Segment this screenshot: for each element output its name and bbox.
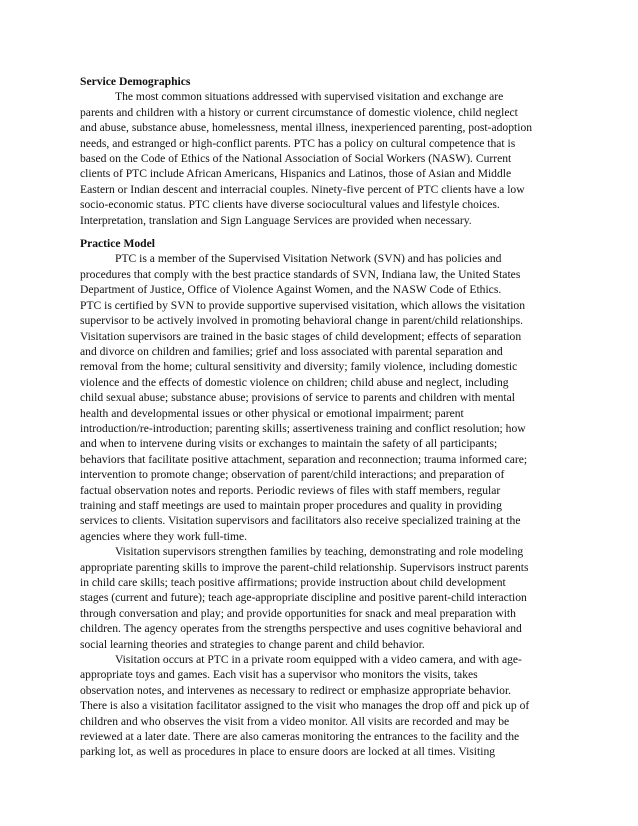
text-line: parking lot, as well as procedures in place to ensure doors are locked at all times. Visiting (80, 745, 496, 759)
text-line: There is also a visitation facilitator assigned to the visit who manages the drop off and pick up of (80, 699, 530, 713)
text-line: stages (current and future); teach age-appropriate discipline and positive parent-child interaction (80, 591, 527, 605)
text-line: PTC is certified by SVN to provide supportive supervised visitation, which allows the visitation (80, 298, 526, 312)
text-line: needs, and estranged or high-conflict parents. PTC has a policy on cultural competence that is (80, 136, 516, 150)
text-line: introduction/re-introduction; parenting skills; assertiveness training and conflict resolution; how (80, 421, 526, 435)
paragraph (80, 544, 570, 652)
paragraph (80, 652, 570, 760)
text-line: Visitation occurs at PTC in a private room equipped with a video camera, and with age- (115, 653, 522, 667)
text-line: children. The agency operates from the strengths perspective and uses cognitive behavioral and (80, 622, 522, 636)
paragraph (80, 251, 570, 544)
section-service-demographics (80, 74, 570, 228)
text-line: appropriate toys and games. Each visit has a supervisor who monitors the visits, takes (80, 668, 478, 682)
text-line: Interpretation, translation and Sign Language Services are provided when necessary. (80, 213, 472, 227)
text-line: The most common situations addressed with supervised visitation and exchange are (115, 90, 504, 104)
text-line: social learning theories and strategies to change parent and child behavior. (80, 637, 425, 651)
text-line: behaviors that facilitate positive attachment, separation and reconnection; trauma informed care; (80, 452, 528, 466)
text-line: Department of Justice, Office of Violence Against Women, and the NASW Code of Ethics. (80, 283, 502, 297)
text-line: and divorce on children and families; grief and loss associated with parental separation and (80, 344, 503, 358)
text-line: child sexual abuse; substance abuse; provisions of service to parents and children with mental (80, 391, 515, 405)
text-line: socio-economic status. PTC clients have diverse sociocultural values and lifestyle choices. (80, 198, 500, 212)
text-line: services to clients. Visitation supervisors and facilitators also receive specialized training at the (80, 514, 521, 528)
paragraph (80, 89, 570, 228)
text-line: supervisor to be actively involved in promoting behavioral change in parent/child relationships. (80, 314, 524, 328)
text-line: PTC is a member of the Supervised Visitation Network (SVN) and has policies and (115, 252, 502, 266)
text-line: Eastern or Indian descent and interracial couples. Ninety-five percent of PTC clients have a low (80, 182, 525, 196)
text-line: and when to intervene during visits or exchanges to maintain the safety of all participants; (80, 437, 498, 451)
text-line: observation notes, and intervenes as necessary to redirect or emphasize appropriate behavior. (80, 683, 512, 697)
text-line: appropriate parenting skills to improve the parent-child relationship. Supervisors instruct parents (80, 560, 529, 574)
text-line: and abuse, substance abuse, homelessness, mental illness, inexperienced parenting, post-adoption (80, 121, 533, 135)
text-line: removal from the home; cultural sensitivity and diversity; family violence, including domestic (80, 360, 518, 374)
text-line: parents and children with a history or current circumstance of domestic violence, child neglect (80, 105, 518, 119)
text-line: intervention to promote change; observation of parent/child interactions; and preparation of (80, 468, 505, 482)
section-heading: Service Demographics (80, 75, 191, 88)
document-body (80, 74, 570, 760)
text-line: Visitation supervisors strengthen families by teaching, demonstrating and role modeling (115, 545, 524, 559)
section-practice-model (80, 236, 570, 760)
text-line: training and staff meetings are used to maintain proper procedures and quality in providing (80, 498, 502, 512)
text-line: Visitation supervisors are trained in the basic stages of child development; effects of separation (80, 329, 522, 343)
text-line: children and who observes the visit from a video monitor. All visits are recorded and may be (80, 714, 510, 728)
text-line: reviewed at a later date. There are also cameras monitoring the entrances to the facility and the (80, 730, 520, 744)
text-line: violence and the effects of domestic violence on children; child abuse and neglect, including (80, 375, 509, 389)
text-line: procedures that comply with the best practice standards of SVN, Indiana law, the United States (80, 267, 521, 281)
section-heading: Practice Model (80, 237, 155, 251)
text-line: factual observation notes and reports. Periodic reviews of files with staff members, regular (80, 483, 501, 497)
text-line: in child care skills; teach positive affirmations; provide instruction about child development (80, 576, 506, 589)
text-line: through conversation and play; and provide opportunities for snack and meal preparation with (80, 606, 516, 620)
text-line: clients of PTC include African Americans, Hispanics and Latinos, those of Asian and Middle (80, 167, 512, 181)
text-line: agencies where they work full-time. (80, 529, 248, 543)
text-line: health and developmental issues or other physical or emotional impairment; parent (80, 406, 464, 420)
text-line: based on the Code of Ethics of the National Association of Social Workers (NASW). Current (80, 152, 512, 166)
